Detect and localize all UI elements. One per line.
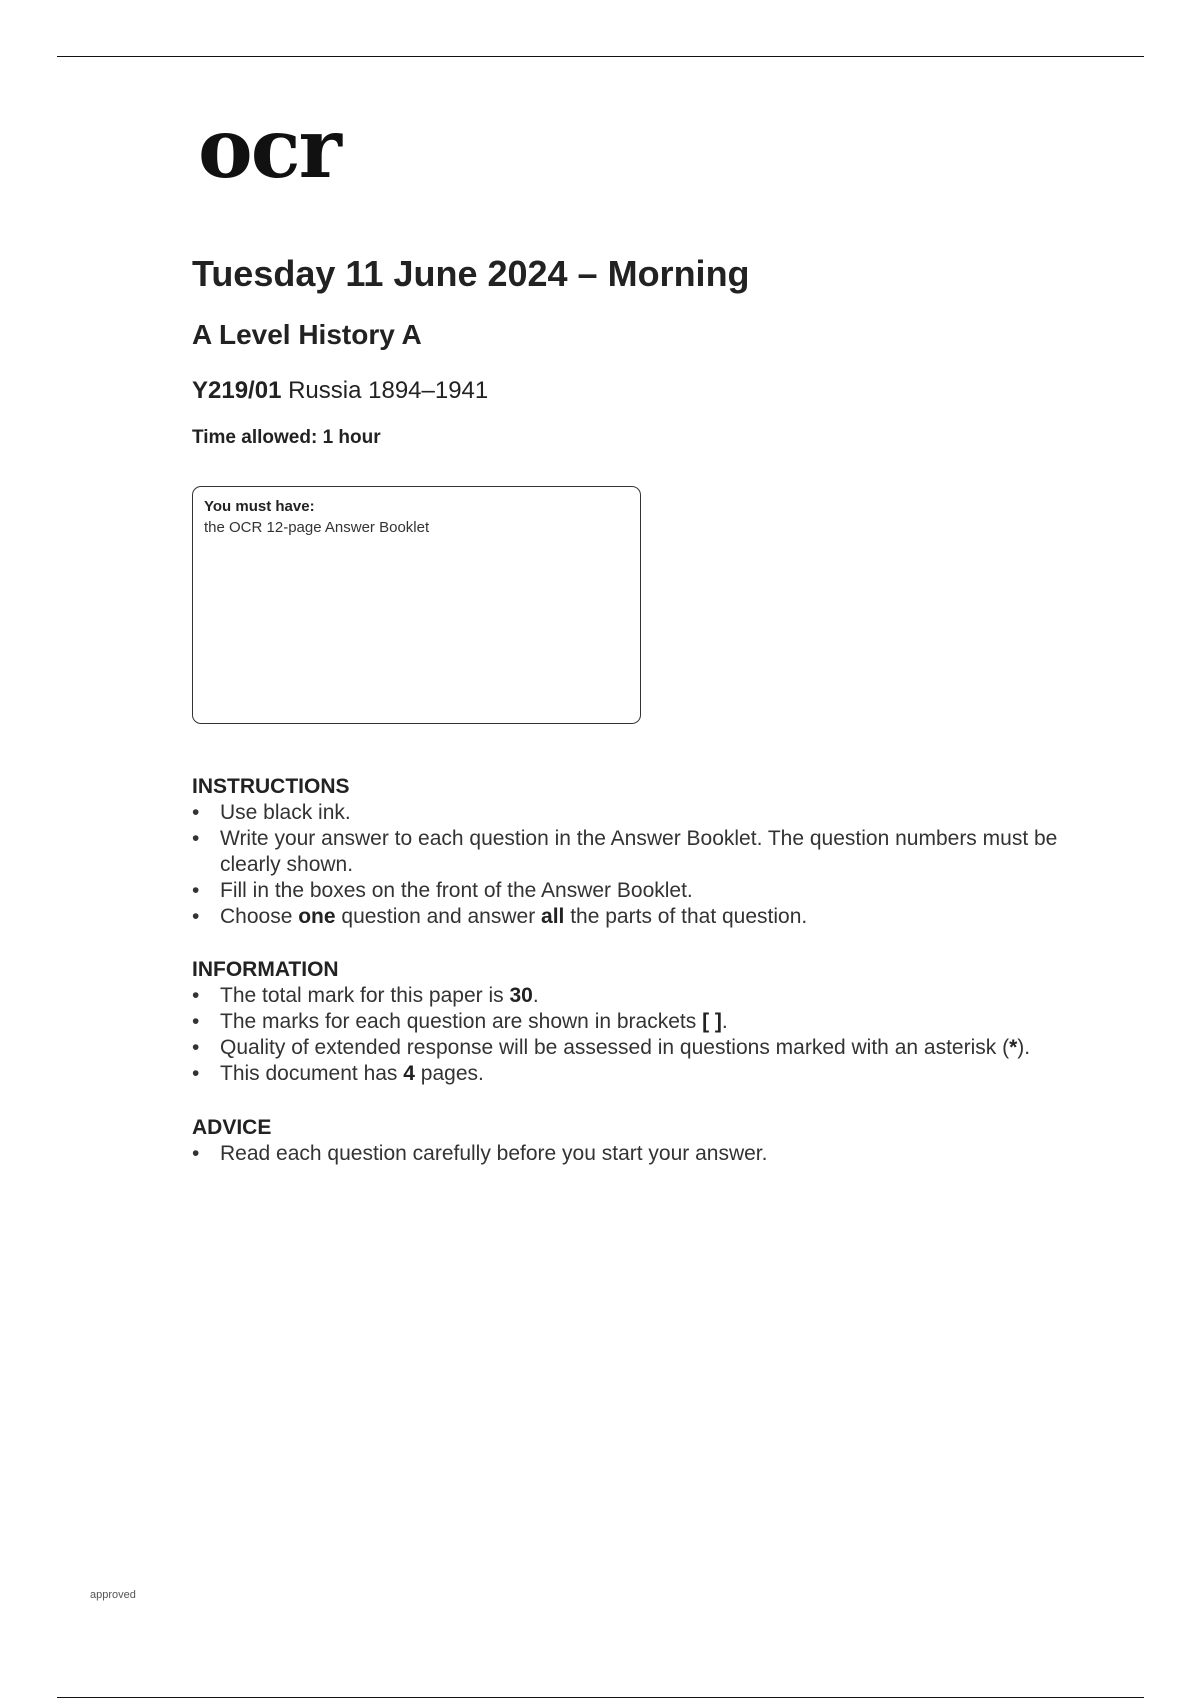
bullet-icon: • <box>192 1010 200 1033</box>
bullet-icon: • <box>192 801 200 824</box>
ocr-logo: ocr <box>198 101 340 197</box>
list-item: • Read each question carefully before you start your answer. <box>192 1142 768 1165</box>
unit-title: Russia 1894–1941 <box>288 377 489 404</box>
advice-heading: ADVICE <box>192 1116 272 1139</box>
advice-list <box>192 1141 1112 1167</box>
information-section <box>192 957 1112 1087</box>
advice-section <box>192 1115 1112 1167</box>
instructions-list <box>192 800 1112 930</box>
list-item: • This document has 4 pages. <box>192 1062 484 1085</box>
must-have-box <box>192 486 641 724</box>
bullet-icon: • <box>192 984 200 1007</box>
list-item: • Write your answer to each question in the Answer Booklet. The question numbers must be clearly shown. <box>192 827 1058 876</box>
list-item: • Choose one question and answer all the parts of that question. <box>192 905 808 928</box>
bottom-rule <box>57 1697 1144 1698</box>
instructions-heading: INSTRUCTIONS <box>192 775 350 798</box>
instructions-section <box>192 774 1112 930</box>
bullet-icon: • <box>192 1036 200 1059</box>
bullet-icon: • <box>192 879 200 902</box>
must-have-item: the OCR 12-page Answer Booklet <box>204 518 430 536</box>
information-list <box>192 983 1112 1087</box>
list-item: • Fill in the boxes on the front of the Answer Booklet. <box>192 879 693 902</box>
must-have-heading: You must have: <box>204 498 315 515</box>
unit-line <box>192 378 488 404</box>
exam-date: Tuesday 11 June 2024 – Morning <box>192 253 750 294</box>
list-item: • Use black ink. <box>192 801 351 824</box>
time-allowed: Time allowed: 1 hour <box>192 427 381 448</box>
top-rule <box>57 56 1144 57</box>
unit-code: Y219/01 <box>192 377 282 404</box>
bullet-icon: • <box>192 1062 200 1085</box>
bullet-icon: • <box>192 905 200 928</box>
information-heading: INFORMATION <box>192 958 339 981</box>
qualification-title: A Level History A <box>192 319 422 350</box>
bullet-icon: • <box>192 1142 200 1165</box>
list-item: • The marks for each question are shown in brackets [ ]. <box>192 1010 728 1033</box>
list-item: • Quality of extended response will be assessed in questions marked with an asterisk (*). <box>192 1036 1031 1059</box>
approved-label: approved <box>90 1589 136 1601</box>
list-item: • The total mark for this paper is 30. <box>192 984 539 1007</box>
bullet-icon: • <box>192 827 200 850</box>
